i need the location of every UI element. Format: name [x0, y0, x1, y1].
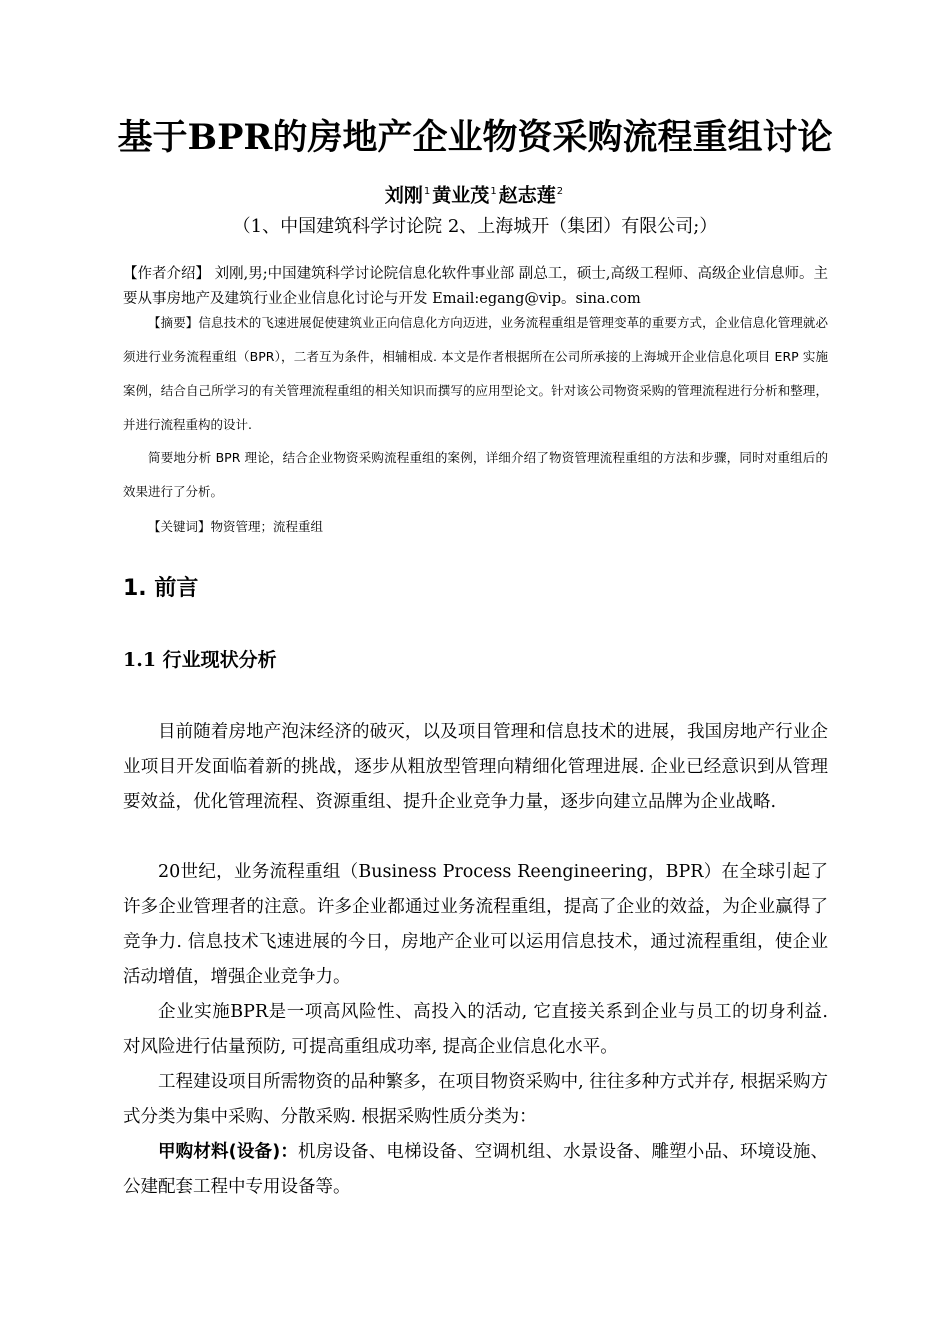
author-affil-marker: 1 — [423, 186, 431, 197]
body-paragraph: 企业实施BPR是一项高风险性、高投入的活动, 它直接关系到企业与员工的切身利益. 对风险进行估量预防, 可提高重组成功率, 提高企业信息化水平。 — [123, 1002, 828, 1057]
abstract-paragraph: 【摘要】信息技术的飞速进展促使建筑业正向信息化方向迈进，业务流程重组是管理变革的重要方式，企业信息化管理就必须进行业务流程重组（BPR），二者互为条件，相辅相成. 本文是作者根据所在公司所承接的上海城开企业信息化项目 ERP 实施案例，结合自己所学习的有关管理流程重组的相关知识而撰写的应用型论文。针对该公司物资采购的管理流程进行分析和整理，并进行流程重构的设计. — [123, 315, 828, 432]
body-paragraph: 工程建设项目所需物资的品种繁多，在项目物资采购中, 往往多种方式并存, 根据采购方式分类为集中采购、分散采购. 根据采购性质分类为： — [123, 1072, 828, 1127]
paper-title: 基于BPR的房地产企业物资采购流程重组讨论 — [117, 117, 833, 158]
label-text: 机房设备、电梯设备、空调机组、水景设备、雕塑小品、环境设施、公建配套工程中专用设备等。 — [123, 1142, 829, 1197]
abstract-paragraph: 简要地分析 BPR 理论，结合企业物资采购流程重组的案例，详细介绍了物资管理流程重组的方法和步骤，同时对重组后的效果进行了分析。 — [123, 450, 828, 499]
author-name: 赵志莲 — [498, 184, 556, 207]
affiliation-line: （1、中国建筑科学讨论院 2、上海城开（集团）有限公司;） — [232, 216, 718, 237]
body-paragraph-block — [123, 1065, 828, 1135]
abstract-section — [123, 306, 828, 442]
body-paragraph-block — [123, 1135, 828, 1205]
abstract-section-continued — [123, 441, 828, 509]
author-name: 刘刚 — [384, 184, 423, 207]
body-paragraph: 20世纪，业务流程重组（Business Process Reengineering，BPR）在全球引起了许多企业管理者的注意。许多企业都通过业务流程重组，提高了企业的效益，为企业赢得了竞争力. 信息技术飞速进展的今日，房地产企业可以运用信息技术，通过流程重组，使企业活动增值，增强企业竞争力。 — [123, 862, 828, 987]
body-paragraph-block — [123, 715, 828, 820]
section-heading: 1. 前言 — [123, 576, 199, 601]
subsection-heading: 1.1 行业现状分析 — [123, 649, 277, 671]
body-paragraph-block — [123, 855, 828, 995]
author-name: 黄业茂 — [432, 184, 490, 207]
body-paragraph-block — [123, 995, 828, 1065]
author-line — [0, 177, 950, 210]
body-paragraph: 目前随着房地产泡沫经济的破灭，以及项目管理和信息技术的进展，我国房地产行业企业项目开发面临着新的挑战，逐步从粗放型管理向精细化管理进展. 企业已经意识到从管理要效益，优化管理流程、资源重组、提升企业竞争力量，逐步向建立品牌为企业战略. — [123, 722, 828, 812]
author-affil-marker: 2 — [556, 186, 564, 197]
bold-label: 甲购材料(设备)： — [158, 1142, 299, 1162]
author-affil-marker: 1 — [490, 186, 497, 197]
keywords-line: 【关键词】物资管理；流程重组 — [148, 519, 324, 534]
keywords-section — [123, 510, 828, 544]
body-paragraph — [123, 1135, 828, 1205]
author-introduction: 【作者介绍】 刘刚,男;中国建筑科学讨论院信息化软件事业部 副总工，硕士,高级工程师、高级企业信息师。主要从事房地产及建筑行业企业信息化讨论与开发 Email:egang@vip。sina.com — [123, 266, 828, 307]
